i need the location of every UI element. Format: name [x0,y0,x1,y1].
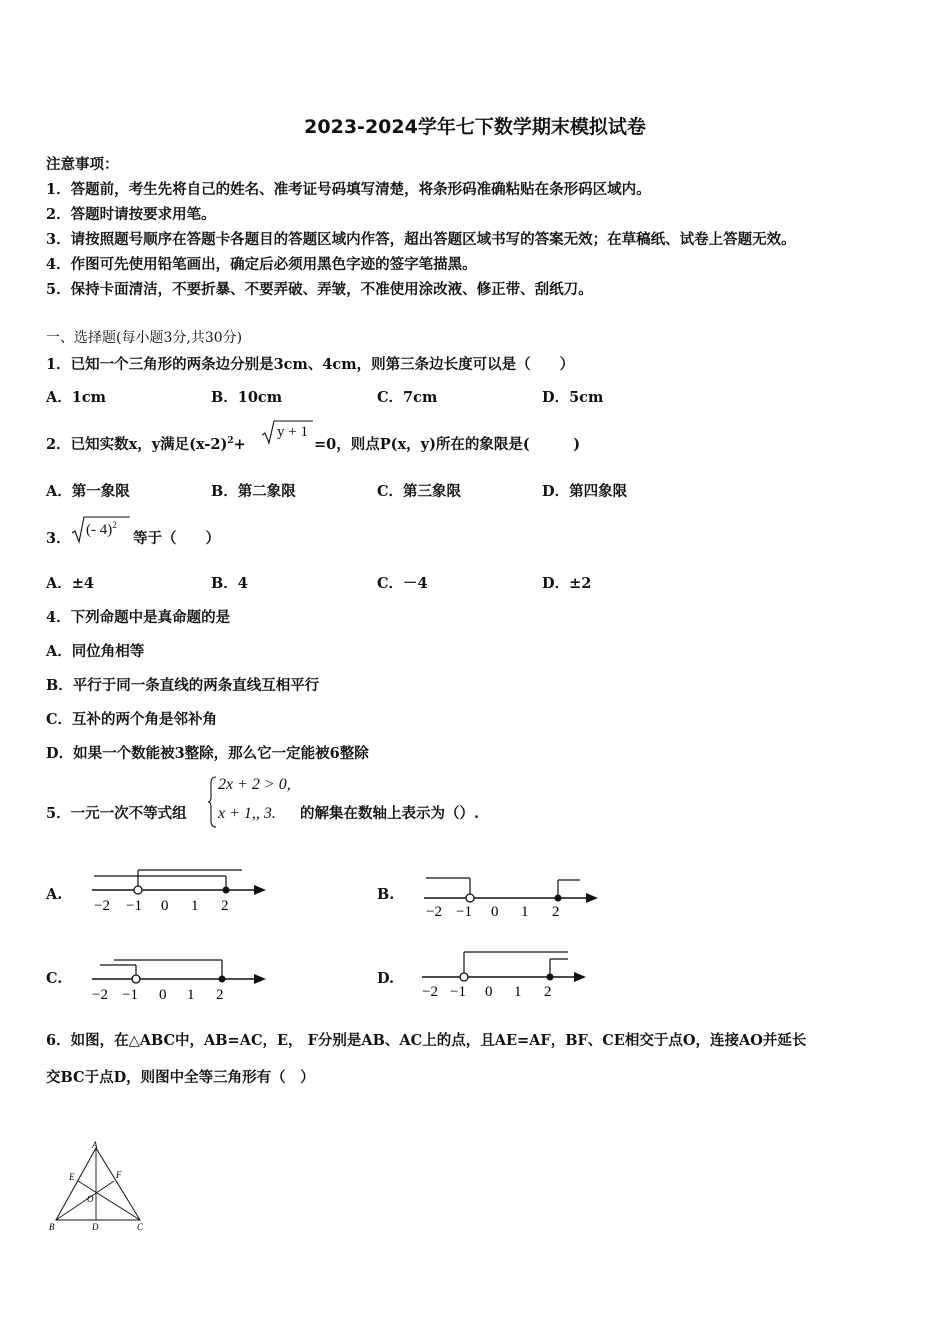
tick-label: −2 [94,898,110,914]
tick-label: 0 [161,898,169,914]
tick-label: −1 [456,904,472,920]
section-heading: 一、选择题(每小题3分,共30分) [46,330,243,346]
q5-inequality-1: 2x + 2 > 0, [218,776,291,793]
number-line-d [418,945,598,1003]
number-line-c [88,953,268,1005]
notice-item: 3．请按照题号顺序在答题卡各题目的答题区域内作答，超出答题区域书写的答案无效；在草稿纸、试卷上答题无效。 [46,231,796,248]
figure-label: B [49,1222,55,1232]
q3-radicand: (- 4)$^2$ [86,520,117,538]
tick-label: 0 [485,984,493,1000]
notice-item: 2．答题时请按要求用笔。 [46,206,216,223]
notice-heading: 注意事项： [46,156,119,173]
q5-inequality-2: x + 1,, 3. [218,805,276,822]
figure-label: D [92,1222,99,1232]
figure-label: A [92,1140,98,1150]
question-5-stem-start: 5．一元一次不等式组 [46,805,187,822]
page-title: 2023-2024学年七下数学期末模拟试卷 [304,116,646,138]
question-6-stem-line-2: 交BC于点D，则图中全等三角形有（ ） [46,1069,315,1086]
tick-label: 2 [544,984,552,1000]
question-2-option-d: D．第四象限 [542,483,628,500]
question-3-option-b: B．4 [211,575,248,592]
notice-item: 1．答题前，考生先将自己的姓名、准考证号码填写清楚，将条形码准确粘贴在条形码区域内。 [46,181,651,198]
notice-item: 5．保持卡面清洁，不要折暴、不要弄破、弄皱，不准使用涂改液、修正带、刮纸刀。 [46,281,593,298]
question-3-option-a: A．±4 [46,575,94,592]
question-2-option-a: A．第一象限 [46,483,130,500]
tick-label: 1 [191,898,199,914]
notice-item: 4．作图可先使用铅笔画出，确定后必须用黑色字迹的签字笔描黑。 [46,256,477,273]
tick-label: 2 [552,904,560,920]
question-2-stem-end: =0，则点P(x，y)所在的象限是( ) [314,436,581,453]
tick-label: −2 [426,904,442,920]
question-1-option-c: C．7cm [377,389,438,406]
tick-label: −2 [92,987,108,1003]
question-5-option-b-label: B. [377,886,395,903]
question-4-option-c: C．互补的两个角是邻补角 [46,711,218,728]
tick-label: 0 [159,987,167,1003]
tick-label: 2 [221,898,229,914]
question-1-option-a: A．1cm [46,389,107,406]
tick-label: 1 [521,904,529,920]
question-2-option-c: C．第三象限 [377,483,462,500]
question-4-option-d: D．如果一个数能被3整除，那么它一定能被6整除 [46,745,369,762]
figure-label: F [116,1170,122,1180]
question-2-stem-start: 2．已知实数x，y满足$(x-2)^2+$ [46,436,246,453]
question-4-option-a: A．同位角相等 [46,643,145,660]
question-1-stem: 1．已知一个三角形的两条边分别是3cm、4cm，则第三条边长度可以是（ ） [46,356,575,373]
question-1-option-b: B．10cm [211,389,283,406]
question-5-option-a-label: A. [46,886,63,903]
tick-label: −1 [450,984,466,1000]
question-3-stem: 等于（ ） [133,530,220,547]
tick-label: −2 [422,984,438,1000]
question-5-option-d-label: D. [377,970,395,987]
tick-label: −1 [122,987,138,1003]
question-3-option-c: C．－4 [377,575,428,592]
tick-label: 2 [216,987,224,1003]
question-4-stem: 4．下列命题中是真命题的是 [46,609,231,626]
question-5-stem-end: 的解集在数轴上表示为（）. [300,805,480,822]
tick-label: 1 [514,984,522,1000]
question-3-number: 3． [46,530,71,547]
figure-label: C [137,1222,144,1232]
question-5-option-c-label: C. [46,970,63,987]
q2-radicand: y + 1 [277,424,308,440]
figure-label: E [69,1172,75,1182]
tick-label: 1 [187,987,195,1003]
tick-label: −1 [126,898,142,914]
brace-symbol [208,775,218,829]
question-6-stem-line-1: 6．如图，在△ABC中，AB=AC，E， F分别是AB、AC上的点，且AE=AF，BF、CE相交于点O，连接AO并延长 [46,1032,807,1049]
triangle-figure [44,1138,154,1238]
number-line-a [88,862,268,920]
tick-label: 0 [491,904,499,920]
question-3-option-d: D．±2 [542,575,592,592]
question-1-option-d: D．5cm [542,389,604,406]
question-4-option-b: B．平行于同一条直线的两条直线互相平行 [46,677,320,694]
figure-label: O [87,1194,94,1204]
question-2-option-b: B．第二象限 [211,483,296,500]
number-line-b [420,870,600,924]
